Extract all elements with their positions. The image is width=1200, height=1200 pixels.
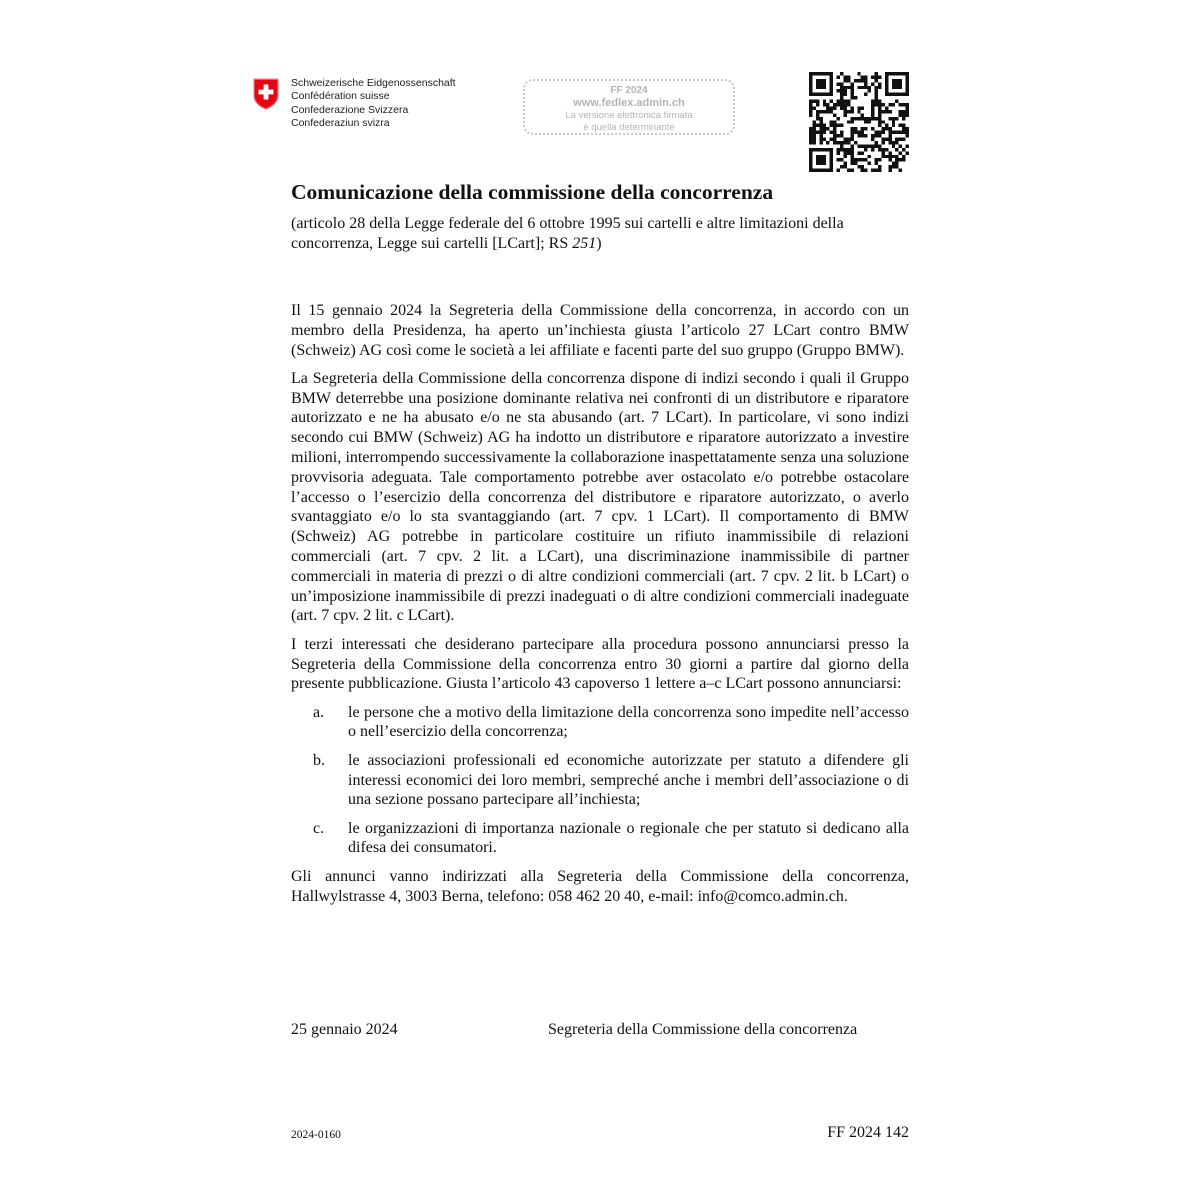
federal-name-fr: Confédération suisse xyxy=(291,90,390,103)
subtitle-rs-number: 251 xyxy=(572,235,597,252)
document-body xyxy=(291,301,909,915)
page-title: Comunicazione della commissione della concorrenza xyxy=(291,180,774,204)
eligible-parties-list xyxy=(291,703,909,859)
paragraph-indications: La Segreteria della Commissione della concorrenza dispone di indizi secondo i quali il Gruppo BMW deterrebbe una posizione dominante relativa nei confronti di un distributore e riparatore autorizzato e ne ha abusato e/o ne sta abusando (art. 7 LCart). In particolare, vi sono indizi secondo cui BMW (Schweiz) AG ha indotto un distributore e riparatore autorizzato a investire milioni, interrompendo successivamente la collaborazione inaspettatamente senza una soluzione provvisoria adeguata. Tale comportamento potrebbe aver ostacolato e/o potrebbe ostacolare l’accesso o l’esercizio della concorrenza del distributore e riparatore autorizzato, o averlo svantaggiato e/o lo sta svantaggiando (art. 7 cpv. 1 LCart). Il comportamento di BMW (Schweiz) AG potrebbe in particolare costituire un rifiuto inammissibile di relazioni commerciali (art. 7 cpv. 2 lit. a LCart), una discriminazione inammissibile di partner commerciali in materia di prezzi o di altre condizioni commerciali (art. 7 cpv. 2 lit. b LCart) o un’imposizione inammissibile di prezzi inadeguati o di altre condizioni commerciali inadeguate (art. 7 cpv. 2 lit. c LCart). xyxy=(291,369,909,625)
paragraph-intro: Il 15 gennaio 2024 la Segreteria della Commissione della concorrenza, in accordo con un membro della Presidenza, ha aperto un’inchiesta giusta l’articolo 27 LCart contro BMW (Schweiz) AG così come le società a lei affiliate e facenti parte del suo gruppo (Gruppo BMW). xyxy=(291,302,909,359)
list-item-text: le persone che a motivo della limitazione della concorrenza sono impedite nell’accesso o nell’esercizio della concorrenza; xyxy=(348,703,909,741)
subtitle-text: (articolo 28 della Legge federale del 6 ottobre 1995 sui cartelli e altre limitazioni della concorrenza, Legge sui cartelli [LCart]; RS xyxy=(291,215,844,252)
document-number: 2024-0160 xyxy=(291,1129,341,1141)
document-signature: Segreteria della Commissione della concorrenza xyxy=(548,1021,858,1038)
federal-name-it: Confederazione Svizzera xyxy=(291,103,409,116)
stamp-url: www.fedlex.admin.ch xyxy=(573,97,685,109)
qr-code-icon xyxy=(809,72,909,172)
list-item xyxy=(291,703,909,743)
list-item-letter: c. xyxy=(313,819,325,837)
page-subtitle xyxy=(291,214,909,254)
document-date: 25 gennaio 2024 xyxy=(291,1021,398,1038)
stamp-note-line2: è quella determinante xyxy=(583,121,675,133)
list-item-letter: b. xyxy=(313,751,325,769)
stamp-issue: FF 2024 xyxy=(610,85,648,96)
list-item-letter: a. xyxy=(313,703,325,721)
federal-name-de: Schweizerische Eidgenossenschaft xyxy=(291,77,456,89)
federal-administration-names xyxy=(291,77,456,130)
paragraph-contact: Gli annunci vanno indirizzati alla Segreteria della Commissione della concorrenza, Hallwylstrasse 4, 3003 Berna, telefono: 058 462 20 40, e-mail: info@comco.admin.ch. xyxy=(291,867,909,905)
list-item-text: le associazioni professionali ed economiche autorizzate per statuto a difendere gli interessi economici dei loro membri, sempreché anche i membri dell’associazione o di una sezione possano partecipare all’inchiesta; xyxy=(348,751,909,809)
electronic-signature-stamp xyxy=(523,79,735,135)
list-item xyxy=(291,819,909,859)
swiss-crest-icon xyxy=(253,78,279,110)
list-item-text: le organizzazioni di importanza nazionale o regionale che per statuto si dedicano alla difesa dei consumatori. xyxy=(348,819,909,857)
stamp-note-line1: La versione elettronica firmata xyxy=(565,110,693,121)
paragraph-third-parties: I terzi interessati che desiderano partecipare alla procedura possono annunciarsi presso la Segreteria della Commissione della concorrenza entro 30 giorni a partire dal giorno della presente pubblicazione. Giusta l’articolo 43 capoverso 1 lettere a–c LCart possono annunciarsi: xyxy=(291,635,909,693)
federal-name-rm: Confederaziun svizra xyxy=(291,116,390,129)
list-item xyxy=(291,751,909,810)
page-reference: FF 2024 142 xyxy=(827,1124,909,1141)
subtitle-close: ) xyxy=(596,235,602,252)
